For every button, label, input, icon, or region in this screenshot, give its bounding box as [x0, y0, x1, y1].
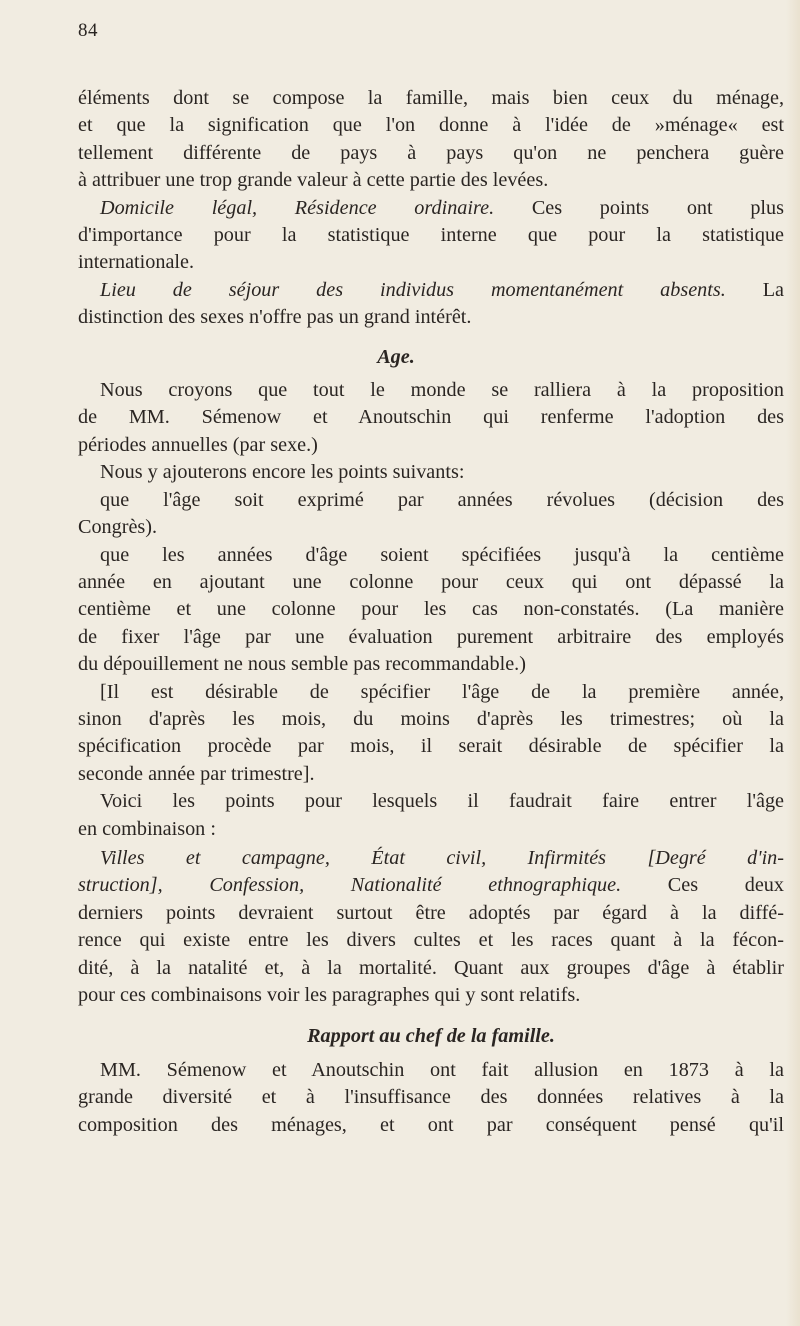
text-line: en combinaison : — [78, 817, 216, 840]
page-edge — [786, 0, 800, 1326]
text-fragment: Ces points ont plus — [494, 196, 784, 219]
text-line: rence qui existe entre les divers cultes et les races quant à la fécon- — [78, 929, 784, 952]
text-line: que l'âge soit exprimé par années révolues (décision des — [100, 488, 784, 511]
text-line: d'importance pour la statistique interne que pour la statistique — [78, 224, 784, 247]
text-line: distinction des sexes n'offre pas un grand intérêt. — [78, 306, 472, 329]
italic-term: Villes et campagne, État civil, Infirmités [Degré d'in- — [100, 846, 784, 869]
text-line: de fixer l'âge par une évaluation purement arbitraire des employés — [78, 625, 784, 648]
text-line: éléments dont se compose la famille, mais bien ceux du ménage, — [78, 87, 784, 109]
text-fragment: La — [725, 278, 784, 301]
page-number: 84 — [78, 20, 98, 41]
italic-term: Domicile légal, Résidence ordinaire. — [100, 196, 495, 219]
text-line: pour ces combinaisons voir les paragraphes qui y sont relatifs. — [78, 984, 581, 1006]
text-line: grande diversité et à l'insuffisance des données relatives à la — [78, 1086, 784, 1109]
section-heading-rapport: Rapport au chef de la famille. — [307, 1025, 555, 1048]
text-line: Nous croyons que tout le monde se ralliera à la proposition — [100, 379, 784, 402]
text-line: tellement différente de pays à pays qu'on ne penchera guère — [78, 141, 784, 164]
text-line: sinon d'après les mois, du moins d'après les trimestres; où la — [78, 707, 784, 730]
section-heading-age: Age. — [377, 345, 415, 368]
text-line: Congrès). — [78, 516, 158, 539]
text-line: et que la signification que l'on donne à l'idée de »ménage« est — [78, 114, 784, 137]
text-line: Nous y ajouterons encore les points suivants: — [100, 461, 465, 484]
text-line: centième et une colonne pour les cas non-constatés. (La manière — [78, 598, 784, 621]
text-line: MM. Sémenow et Anoutschin ont fait allusion en 1873 à la — [100, 1058, 784, 1081]
text-line — [78, 277, 784, 304]
text-line: de MM. Sémenow et Anoutschin qui renferme l'adoption des — [78, 406, 784, 429]
text-line: composition des ménages, et ont par conséquent pensé qu'il — [78, 1113, 784, 1136]
text-fragment: Ces deux — [621, 874, 784, 897]
text-line: que les années d'âge soient spécifiées jusqu'à la centième — [100, 543, 784, 566]
italic-term: Lieu de séjour des individus momentanément absents. — [100, 278, 726, 301]
text-line: [Il est désirable de spécifier l'âge de la première année, — [100, 680, 784, 703]
text-line: seconde année par trimestre]. — [78, 762, 315, 785]
text-line: année en ajoutant une colonne pour ceux qui ont dépassé la — [78, 570, 784, 593]
text-line — [78, 195, 784, 222]
text-line: à attribuer une trop grande valeur à cette partie des levées. — [78, 169, 549, 192]
text-line: Voici les points pour lesquels il faudrait faire entrer l'âge — [100, 790, 784, 813]
text-line: internationale. — [78, 251, 195, 274]
text-body — [78, 85, 784, 1139]
text-line: périodes annuelles (par sexe.) — [78, 433, 318, 456]
text-line — [78, 845, 784, 872]
text-line: spécification procède par mois, il serait désirable de spécifier la — [78, 735, 784, 758]
text-line: dité, à la natalité et, à la mortalité. Quant aux groupes d'âge à établir — [78, 956, 784, 979]
text-line: derniers points devraient surtout être adoptés par égard à la diffé- — [78, 901, 784, 924]
text-line — [78, 872, 784, 899]
italic-term: struction], Confession, Nationalité ethnographique. — [78, 874, 622, 897]
text-line: du dépouillement ne nous semble pas recommandable.) — [78, 653, 526, 676]
